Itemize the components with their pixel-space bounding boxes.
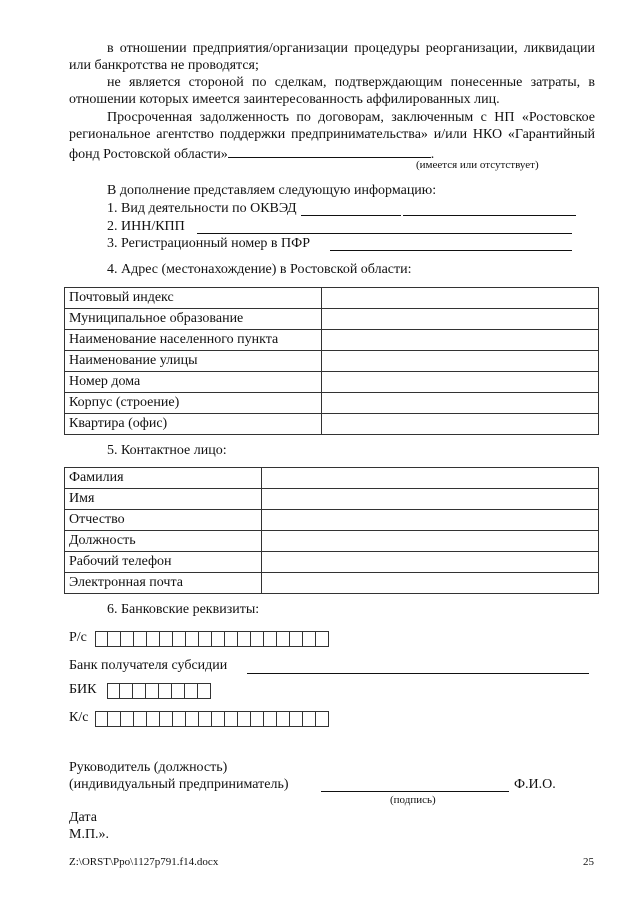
contact-row-label: Отчество <box>65 510 262 531</box>
contact-row-value-field[interactable] <box>262 489 599 510</box>
info-inn-label: 2. ИНН/КПП <box>107 219 185 234</box>
stamp-label: М.П.». <box>69 827 110 842</box>
page-number: 25 <box>583 856 594 868</box>
contact-row <box>65 552 599 573</box>
digit-box[interactable] <box>172 683 185 699</box>
digit-box[interactable] <box>225 711 238 727</box>
paragraph-reorganization-text: в отношении предприятия/организации процедуры реорганизации, ликвидации или банкротства не проводятся; <box>69 41 595 73</box>
signature-fill-line[interactable] <box>321 791 509 792</box>
digit-box[interactable] <box>146 683 159 699</box>
inn-fill-line[interactable] <box>197 233 572 234</box>
digit-box[interactable] <box>121 711 134 727</box>
digit-box[interactable] <box>199 711 212 727</box>
address-row <box>65 330 599 351</box>
contact-row-label: Рабочий телефон <box>65 552 262 573</box>
digit-box[interactable] <box>264 631 277 647</box>
digit-box[interactable] <box>160 711 173 727</box>
digit-box[interactable] <box>198 683 211 699</box>
contact-row-value-field[interactable] <box>262 552 599 573</box>
address-row-label: Квартира (офис) <box>65 414 322 435</box>
digit-box[interactable] <box>264 711 277 727</box>
paragraph-affiliates <box>69 74 595 108</box>
address-row-value-field[interactable] <box>322 309 599 330</box>
digit-box[interactable] <box>238 631 251 647</box>
info-okved-label: 1. Вид деятельности по ОКВЭД <box>107 201 297 216</box>
address-row-label: Муниципальное образование <box>65 309 322 330</box>
address-row-value-field[interactable] <box>322 351 599 372</box>
digit-box[interactable] <box>95 711 108 727</box>
contact-row <box>65 510 599 531</box>
digit-box[interactable] <box>173 711 186 727</box>
address-row-value-field[interactable] <box>322 330 599 351</box>
address-row <box>65 309 599 330</box>
signature-note: (подпись) <box>390 794 436 806</box>
rs-label: Р/с <box>69 630 87 645</box>
address-row-label: Наименование улицы <box>65 351 322 372</box>
digit-box[interactable] <box>316 631 329 647</box>
digit-box[interactable] <box>290 711 303 727</box>
address-row-value-field[interactable] <box>322 393 599 414</box>
date-label: Дата <box>69 810 97 825</box>
contact-row <box>65 489 599 510</box>
address-row <box>65 393 599 414</box>
paragraph-debt-text: Просроченная задолженность по договорам, заключенным с НП «Ростовское региональное агентство поддержки предпринимательства» и/или НКО «Гарантийный фонд Ростовской области» <box>69 110 595 162</box>
digit-box[interactable] <box>251 711 264 727</box>
digit-box[interactable] <box>147 631 160 647</box>
contact-row <box>65 573 599 594</box>
address-row-label: Наименование населенного пункта <box>65 330 322 351</box>
bank-name-label: Банк получателя субсидии <box>69 658 228 673</box>
contact-row-label: Электронная почта <box>65 573 262 594</box>
footer-file-path: Z:\ORST\Ppo\1127p791.f14.docx <box>69 856 219 868</box>
digit-box[interactable] <box>159 683 172 699</box>
contact-row-value-field[interactable] <box>262 468 599 489</box>
digit-box[interactable] <box>121 631 134 647</box>
digit-box[interactable] <box>147 711 160 727</box>
digit-box[interactable] <box>173 631 186 647</box>
paragraph-affiliates-text: не является стороной по сделкам, подтверждающим понесенные затраты, в отношении которых имеется заинтересованность аффилированных лиц. <box>69 75 595 107</box>
contact-heading: 5. Контактное лицо: <box>107 443 227 458</box>
digit-box[interactable] <box>160 631 173 647</box>
digit-box[interactable] <box>95 631 108 647</box>
digit-box[interactable] <box>186 631 199 647</box>
debt-fill-line[interactable] <box>228 143 431 158</box>
paragraph-debt <box>69 109 595 163</box>
digit-box[interactable] <box>303 631 316 647</box>
contact-row <box>65 468 599 489</box>
digit-box[interactable] <box>199 631 212 647</box>
rs-digit-boxes[interactable] <box>95 631 329 647</box>
contact-row-value-field[interactable] <box>262 510 599 531</box>
info-heading: В дополнение представляем следующую информацию: <box>107 183 437 198</box>
digit-box[interactable] <box>120 683 133 699</box>
bik-digit-boxes[interactable] <box>107 683 211 699</box>
digit-box[interactable] <box>134 631 147 647</box>
address-row-value-field[interactable] <box>322 288 599 309</box>
ks-digit-boxes[interactable] <box>95 711 329 727</box>
digit-box[interactable] <box>212 631 225 647</box>
digit-box[interactable] <box>107 683 120 699</box>
okved-fill-line-1[interactable] <box>301 215 401 216</box>
contact-table <box>64 467 599 594</box>
paragraph-reorganization <box>69 40 595 74</box>
contact-row-value-field[interactable] <box>262 531 599 552</box>
signature-position-label: Руководитель (должность) <box>69 760 228 775</box>
ks-label: К/с <box>69 710 89 725</box>
digit-box[interactable] <box>108 711 121 727</box>
address-row <box>65 372 599 393</box>
signature-fio-label: Ф.И.О. <box>514 777 556 792</box>
paragraph-debt-end: . <box>430 147 435 162</box>
address-row-value-field[interactable] <box>322 372 599 393</box>
bank-heading: 6. Банковские реквизиты: <box>107 602 260 617</box>
digit-box[interactable] <box>133 683 146 699</box>
okved-fill-line-2[interactable] <box>403 215 576 216</box>
digit-box[interactable] <box>290 631 303 647</box>
digit-box[interactable] <box>212 711 225 727</box>
contact-row-label: Должность <box>65 531 262 552</box>
contact-row <box>65 531 599 552</box>
address-table <box>64 287 599 435</box>
bank-name-fill-line[interactable] <box>247 673 589 674</box>
address-row-label: Номер дома <box>65 372 322 393</box>
address-row <box>65 351 599 372</box>
info-pfr-label: 3. Регистрационный номер в ПФР <box>107 236 310 251</box>
signature-ip-label: (индивидуальный предприниматель) <box>69 777 289 792</box>
digit-box[interactable] <box>186 711 199 727</box>
digit-box[interactable] <box>185 683 198 699</box>
digit-box[interactable] <box>108 631 121 647</box>
address-row-label: Корпус (строение) <box>65 393 322 414</box>
pfr-fill-line[interactable] <box>330 250 572 251</box>
address-row-label: Почтовый индекс <box>65 288 322 309</box>
digit-box[interactable] <box>134 711 147 727</box>
digit-box[interactable] <box>251 631 264 647</box>
digit-box[interactable] <box>303 711 316 727</box>
contact-row-label: Имя <box>65 489 262 510</box>
contact-row-value-field[interactable] <box>262 573 599 594</box>
address-row <box>65 414 599 435</box>
address-heading: 4. Адрес (местонахождение) в Ростовской области: <box>107 262 412 277</box>
digit-box[interactable] <box>238 711 251 727</box>
address-row <box>65 288 599 309</box>
debt-note: (имеется или отсутствует) <box>416 159 539 171</box>
digit-box[interactable] <box>277 711 290 727</box>
digit-box[interactable] <box>225 631 238 647</box>
contact-row-label: Фамилия <box>65 468 262 489</box>
digit-box[interactable] <box>277 631 290 647</box>
address-row-value-field[interactable] <box>322 414 599 435</box>
digit-box[interactable] <box>316 711 329 727</box>
bik-label: БИК <box>69 682 97 697</box>
